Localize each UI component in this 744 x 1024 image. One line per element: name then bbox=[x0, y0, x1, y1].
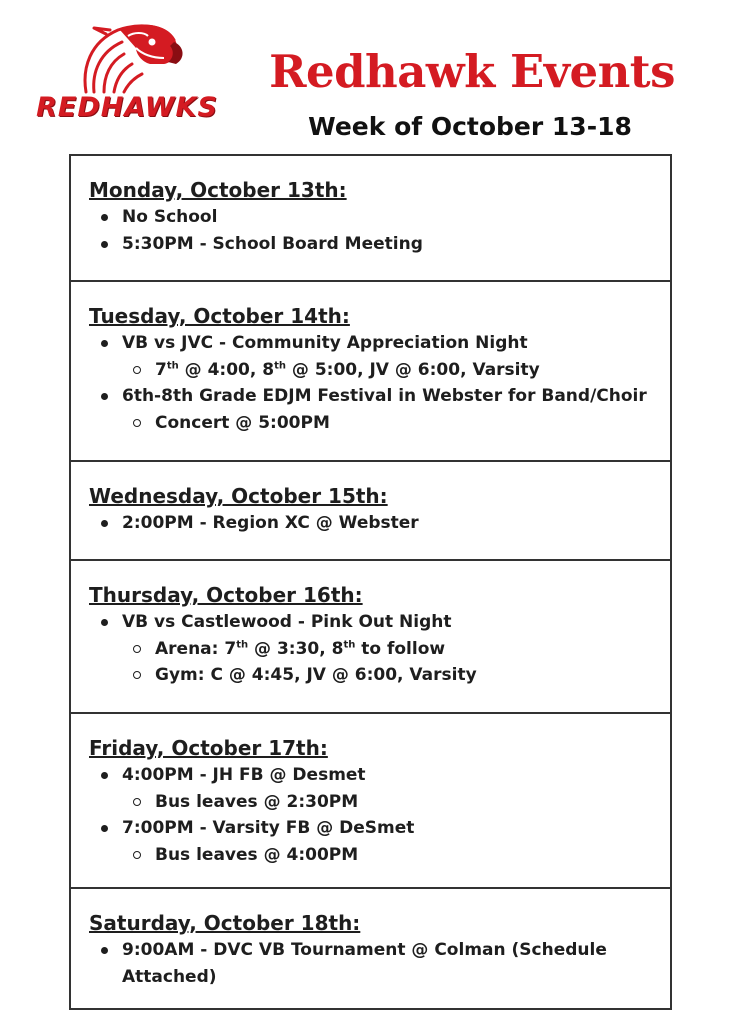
event-list bbox=[89, 609, 670, 689]
events-table bbox=[69, 154, 672, 1010]
event-subitem: Concert @ 5:00PM bbox=[89, 410, 670, 437]
event-item: 2:00PM - Region XC @ Webster bbox=[89, 510, 670, 537]
event-subitem: Gym: C @ 4:45, JV @ 6:00, Varsity bbox=[89, 662, 670, 689]
event-item: VB vs Castlewood - Pink Out Night bbox=[89, 609, 670, 636]
day-title: Wednesday, October 15th: bbox=[89, 484, 388, 508]
event-item: 5:30PM - School Board Meeting bbox=[89, 231, 670, 258]
day-saturday bbox=[71, 887, 670, 1008]
day-title: Thursday, October 16th: bbox=[89, 583, 363, 607]
event-list bbox=[89, 762, 670, 868]
event-list bbox=[89, 330, 670, 436]
event-item: 9:00AM - DVC VB Tournament @ Colman (Schedule Attached) bbox=[89, 937, 630, 990]
event-item: 7:00PM - Varsity FB @ DeSmet bbox=[89, 815, 670, 842]
event-list bbox=[89, 937, 630, 990]
day-title: Monday, October 13th: bbox=[89, 178, 347, 202]
event-list bbox=[89, 510, 670, 537]
event-item: 6th-8th Grade EDJM Festival in Webster for Band/Choir bbox=[89, 383, 670, 410]
event-subitem: Arena: 7th @ 3:30, 8th to follow bbox=[89, 636, 670, 663]
event-item: 4:00PM - JH FB @ Desmet bbox=[89, 762, 670, 789]
page-subtitle: Week of October 13-18 bbox=[308, 112, 632, 141]
day-monday bbox=[71, 156, 670, 281]
event-subitem: Bus leaves @ 4:00PM bbox=[89, 842, 670, 869]
day-thursday bbox=[71, 559, 670, 713]
event-subitem: Bus leaves @ 2:30PM bbox=[89, 789, 670, 816]
day-title: Tuesday, October 14th: bbox=[89, 304, 350, 328]
event-list bbox=[89, 204, 670, 257]
event-item: VB vs JVC - Community Appreciation Night bbox=[89, 330, 670, 357]
day-wednesday bbox=[71, 460, 670, 560]
redhawk-head-icon bbox=[24, 18, 230, 98]
redhawks-logo bbox=[24, 18, 230, 130]
day-title: Friday, October 17th: bbox=[89, 736, 328, 760]
logo-wordmark: REDHAWKS bbox=[36, 92, 218, 123]
event-subitem: 7th @ 4:00, 8th @ 5:00, JV @ 6:00, Varsity bbox=[89, 357, 670, 384]
page-title: Redhawk Events bbox=[269, 45, 675, 98]
day-friday bbox=[71, 712, 670, 888]
event-item: No School bbox=[89, 204, 670, 231]
day-tuesday bbox=[71, 280, 670, 461]
day-title: Saturday, October 18th: bbox=[89, 911, 361, 935]
